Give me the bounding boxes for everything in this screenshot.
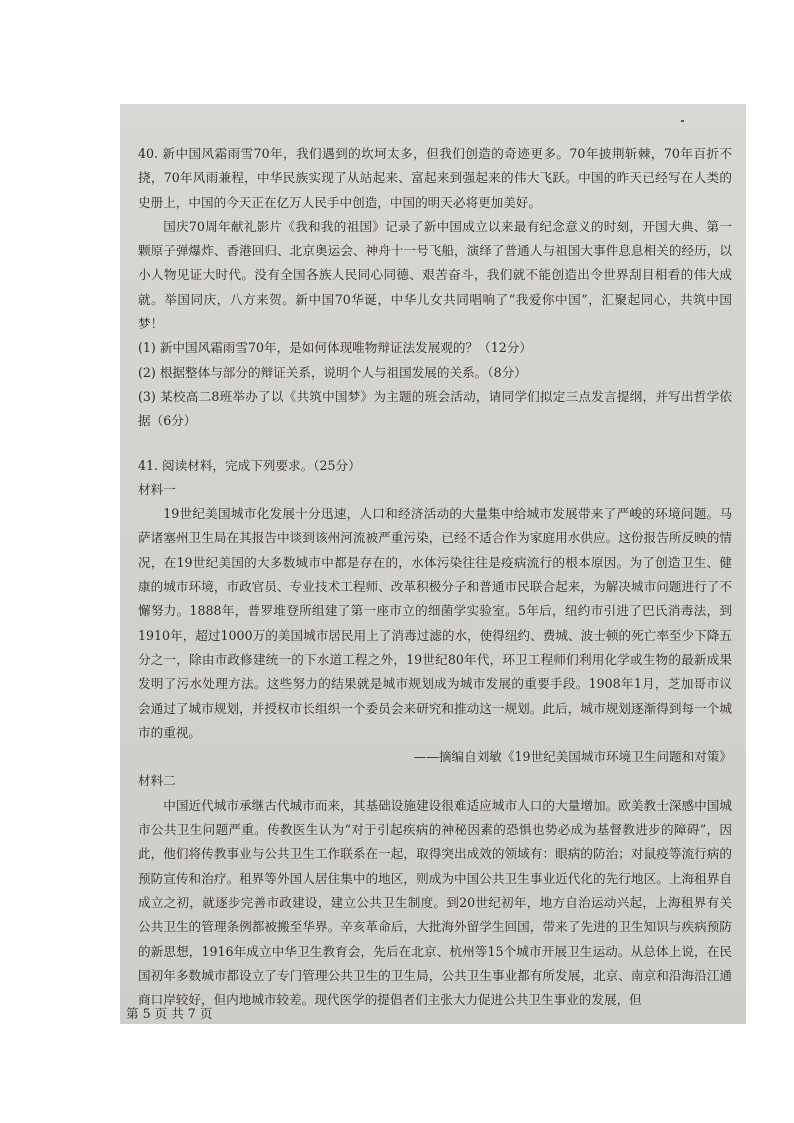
material-2-label: 材料二 xyxy=(138,773,176,789)
q40-sub-question-1: (1) 新中国风霜雨雪70年，是如何体现唯物辩证法发展观的？（12分） xyxy=(138,340,532,356)
q40-sub-question-2: (2) 根据整体与部分的辩证关系，说明个人与祖国发展的关系。（8分） xyxy=(138,364,527,380)
material-1-source: ——摘编自刘敏《19世纪美国城市环境卫生问题和对策》 xyxy=(413,749,732,765)
material-1-label: 材料一 xyxy=(138,481,176,497)
scanned-page-photo xyxy=(120,104,746,1024)
page-number: 第 5 页 共 7 页 xyxy=(126,1006,213,1021)
spacer xyxy=(138,434,732,454)
ink-mark xyxy=(681,120,684,122)
q40-material: 国庆70周年献礼影片《我和我的祖国》记录了新中国成立以来最有纪念意义的时刻，开国大典、第一颗原子弹爆炸、香港回归、北京奥运会、神舟十一号飞船，演绎了普通人与祖国大事件息息相关的经历，以小人物见证大时代。没有全国各族人民同心同德、艰苦奋斗，我们就不能创造出令世界刮目相看的伟大成就。举国同庆，八方来贺。新中国70华诞，中华儿女共同唱响了“我爱你中国”，汇聚起同心，共筑中国梦！ xyxy=(138,218,732,332)
page-text xyxy=(138,142,732,1012)
q40-intro: 40. 新中国风霜雨雪70年，我们遇到的坎坷太多，但我们创造的奇迹更多。70年披荆斩棘，70年百折不挠，70年风雨兼程，中华民族实现了从站起来、富起来到强起来的伟大飞跃。中国的昨天已经写在人类的史册上，中国的今天正在亿万人民手中创造，中国的明天必将更加美好。 xyxy=(138,146,732,210)
material-1-text: 19世纪美国城市化发展十分迅速，人口和经济活动的大量集中给城市发展带来了严峻的环境问题。马萨诸塞州卫生局在其报告中谈到该州河流被严重污染，已经不适合作为家庭用水供应。这份报告所反映的情况，在19世纪美国的大多数城市中都是存在的，水体污染往往是疫病流行的根本原因。为了创造卫生、健康的城市环境，市政官员、专业技术工程师、改革积极分子和普通市民联合起来，为解决城市问题进行了不懈努力。1888年，普罗堆登所组建了第一座市立的细菌学实验室。5年后，纽约市引进了巴氏消毒法，到1910年，超过1000万的美国城市居民用上了消毒过滤的水，使得纽约、费城、波士顿的死亡率至少下降五分之一，除由市政修建统一的下水道工程之外，19世纪80年代，环卫工程师们利用化学或生物的最新成果发明了污水处理方法。这些努力的结果就是城市规划成为城市发展的重要手段。1908年1月，芝加哥市议会通过了城市规划，并授权市长组织一个委员会来研究和推动这一规划。此后，城市规划逐渐得到每一个城市的重视。 xyxy=(138,506,732,740)
q40-sub-question-3: (3) 某校高二8班举办了以《共筑中国梦》为主题的班会活动，请同学们拟定三点发言提纲，并写出哲学依据（6分） xyxy=(138,388,732,429)
q41-title: 41. 阅读材料，完成下列要求。（25分） xyxy=(138,457,361,473)
material-2-text: 中国近代城市承继古代城市而来，其基础设施建设很难适应城市人口的大量增加。欧美教士深感中国城市公共卫生问题严重。传教医生认为“对于引起疾病的神秘因素的恐惧也势必成为基督教进步的障碍”，因此，他们将传教事业与公共卫生工作联系在一起，取得突出成效的领域有：眼病的防治；对鼠疫等流行病的预防宣传和治疗。租界等外国人居住集中的地区，则成为中国公共卫生事业近代化的先行地区。上海租界自成立之初，就逐步完善市政建设，建立公共卫生制度。到20世纪初年，地方自治运动兴起，上海租界有关公共卫生的管理条例都被搬至华界。辛亥革命后，大批海外留学生回国，带来了先进的卫生知识与疾病预防的新思想，1916年成立中华卫生教育会，先后在北京、杭州等15个城市开展卫生运动。从总体上说，在民国初年多数城市都设立了专门管理公共卫生的卫生局，公共卫生事业都有所发展，北京、南京和沿海沿江通商口岸较好，但内地城市较差。现代医学的提倡者们主张大力促进公共卫生事业的发展，但 xyxy=(138,797,732,1008)
